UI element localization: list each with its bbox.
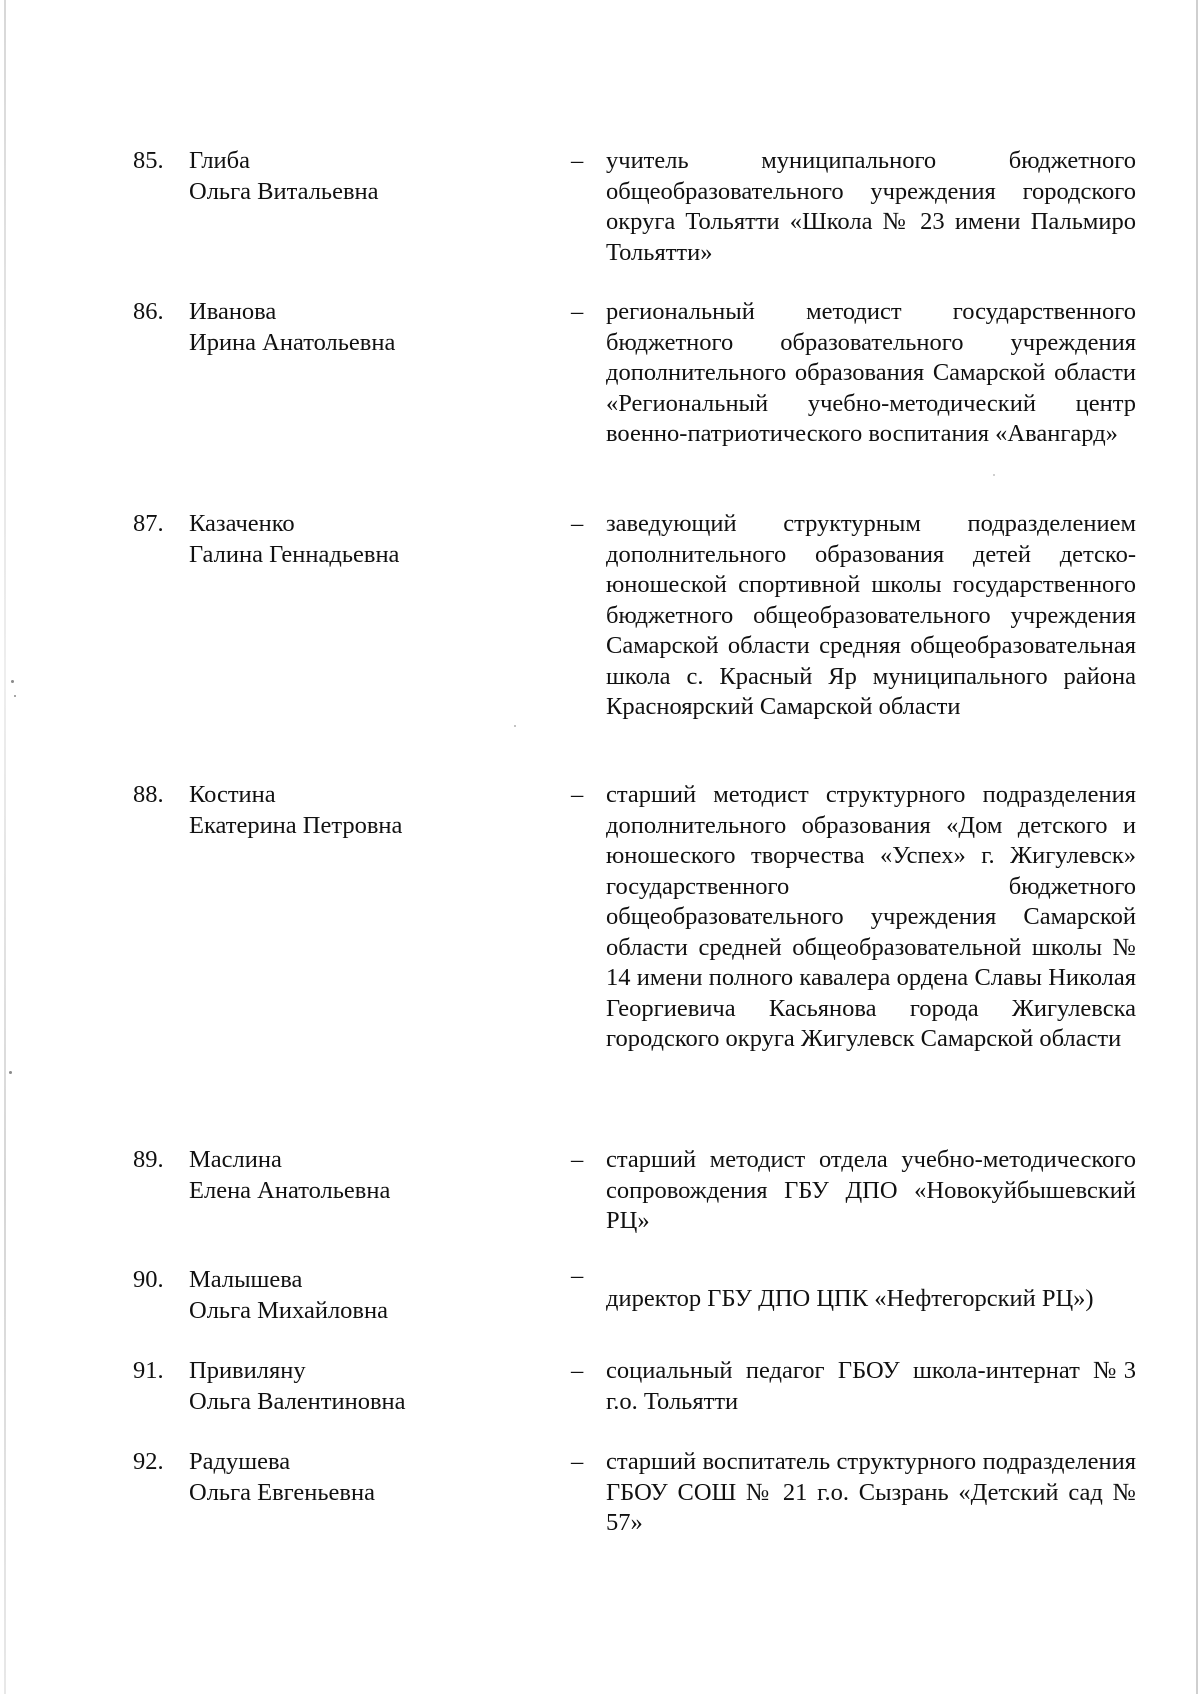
entry-number: 89. — [133, 1146, 164, 1173]
person-name — [189, 1447, 375, 1508]
person-surname: Маслина — [189, 1146, 282, 1173]
entry-description: директор ГБУ ДПО ЦПК «Нефтегорский РЦ») — [606, 1285, 1094, 1312]
person-surname: Иванова — [189, 298, 277, 325]
person-surname: Костина — [189, 781, 276, 808]
entry-dash: – — [571, 1448, 584, 1475]
entry-description: старший методист структурного подразделения дополнительного образования «Дом детского и юношеского творчества «Успех» г. Жигулевск» государственного бюджетного общеобразовательного учреждения Самарской области средней общеобразовательной школы № 14 имени полного кавалера ордена Славы Николая Георгиевича Касьянова города Жигулевска городского округа Жигулевск Самарской области — [606, 781, 1136, 1052]
person-name — [189, 509, 399, 570]
entry-number: 87. — [133, 510, 164, 537]
entry-description: социальный педагог ГБОУ школа-интернат №3 г.о. Тольятти — [606, 1357, 1136, 1415]
scan-right-edge — [1196, 0, 1198, 1694]
person-surname: Глиба — [189, 147, 250, 174]
person-name — [189, 780, 402, 841]
entry-number: 85. — [133, 147, 164, 174]
entry-number: 88. — [133, 781, 164, 808]
entry-description: учитель муниципального бюджетного общеобразовательного учреждения городского округа Тольятти «Школа № 23 имени Пальмиро Тольятти» — [606, 147, 1136, 266]
scan-left-edge — [4, 0, 6, 1694]
person-surname: Привиляну — [189, 1357, 306, 1384]
entry-description: региональный методист государственного бюджетного образовательного учреждения дополнительного образования Самарской области «Региональный учебно-методический центр военно-патриотического воспитания «Авангард» — [606, 298, 1136, 447]
scan-speck — [9, 1071, 12, 1074]
entry-number: 90. — [133, 1266, 164, 1293]
person-given-name: Елена Анатольевна — [189, 1176, 391, 1204]
entry-description: старший воспитатель структурного подразделения ГБОУ СОШ № 21 г.о. Сызрань «Детский сад № 57» — [606, 1448, 1136, 1536]
entry-dash: – — [571, 147, 584, 174]
person-given-name: Ольга Евгеньевна — [189, 1478, 375, 1506]
entry-number: 91. — [133, 1357, 164, 1384]
scan-speck — [993, 474, 995, 476]
entry-number: 92. — [133, 1448, 164, 1475]
entry-dash: – — [571, 510, 584, 537]
person-name — [189, 1145, 390, 1206]
entry-dash: – — [571, 1357, 584, 1384]
person-given-name: Ирина Анатольевна — [189, 328, 396, 356]
person-given-name: Ольга Валентиновна — [189, 1387, 406, 1415]
person-surname: Малышева — [189, 1266, 303, 1293]
person-name — [189, 1265, 388, 1326]
person-name — [189, 146, 379, 207]
entry-description: старший методист отдела учебно-методического сопровождения ГБУ ДПО «Новокуйбышевский РЦ» — [606, 1146, 1136, 1234]
person-given-name: Галина Геннадьевна — [189, 540, 400, 568]
scan-speck — [514, 725, 516, 727]
scan-speck — [11, 680, 14, 683]
entry-number: 86. — [133, 298, 164, 325]
person-surname: Радушева — [189, 1448, 291, 1475]
entry-dash: – — [571, 1262, 584, 1289]
person-given-name: Екатерина Петровна — [189, 811, 403, 839]
person-given-name: Ольга Витальевна — [189, 177, 379, 205]
entry-dash: – — [571, 781, 584, 808]
person-name — [189, 297, 395, 358]
entry-description: заведующий структурным подразделением дополнительного образования детей детско-юношеской спортивной школы государственного бюджетного общеобразовательного учреждения Самарской области средняя общеобразовательная школа с. Красный Яр муниципального района Красноярский Самарской области — [606, 510, 1136, 720]
entry-dash: – — [571, 298, 584, 325]
entry-dash: – — [571, 1146, 584, 1173]
person-given-name: Ольга Михайловна — [189, 1296, 388, 1324]
scan-speck — [14, 695, 16, 697]
person-surname: Казаченко — [189, 510, 295, 537]
person-name — [189, 1356, 406, 1417]
